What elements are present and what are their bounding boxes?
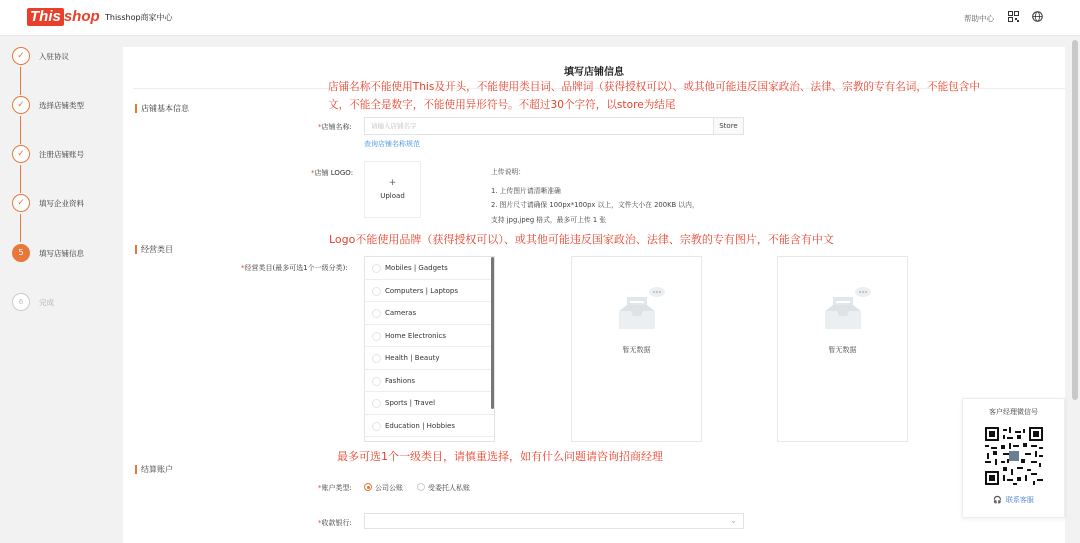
upload-note: 支持 jpg,jpeg 格式，最多可上传 1 张 bbox=[491, 215, 607, 224]
category-scrollbar[interactable] bbox=[491, 257, 494, 409]
list-item[interactable]: Health | Beauty bbox=[365, 347, 494, 370]
bank-select[interactable] bbox=[364, 513, 744, 529]
shop-name-suffix: Store bbox=[714, 117, 744, 135]
qr-code-icon[interactable] bbox=[1008, 11, 1019, 22]
shop-name-rule-link[interactable]: 查询店铺名称规范 bbox=[364, 140, 420, 148]
logo-label: *店铺 LOGO: bbox=[311, 169, 354, 177]
shop-name-input[interactable]: 请输入店铺名字 bbox=[364, 117, 714, 135]
check-icon: ✓ bbox=[12, 145, 30, 163]
step-connector bbox=[20, 165, 21, 193]
chevron-down-icon: ⌄ bbox=[730, 516, 737, 525]
annotation-logo-rules: Logo不能使用品牌（获得授权可以）、或其他可能违反国家政治、法律、宗教的专有图片，不能含有中文 bbox=[329, 233, 834, 246]
empty-text: 暂无数据 bbox=[622, 346, 651, 354]
step-label: 注册店铺账号 bbox=[39, 150, 84, 159]
list-item[interactable]: Home Electronics bbox=[365, 325, 494, 348]
list-item[interactable]: Fashions bbox=[365, 370, 494, 393]
radio-label: 公司公账 bbox=[375, 484, 403, 492]
plus-icon: + bbox=[388, 178, 397, 188]
check-icon: ✓ bbox=[12, 194, 30, 212]
step-4 bbox=[12, 194, 120, 214]
logo-upload-button[interactable] bbox=[364, 161, 421, 218]
annotation-line: 文，不能全是数字，不能使用异形符号。不超过30个字符，以store为结尾 bbox=[328, 98, 676, 111]
step-connector bbox=[20, 214, 21, 242]
step-1 bbox=[12, 47, 120, 67]
upload-note: 2. 图片尺寸请确保 100px*100px 以上，文件大小在 200KB 以内， bbox=[491, 201, 699, 209]
step-label: 填写店铺信息 bbox=[39, 249, 84, 258]
third-level-panel bbox=[777, 256, 908, 442]
step-label: 完成 bbox=[39, 298, 54, 307]
bank-label: *收款银行: bbox=[318, 519, 352, 527]
logo-shop: shop bbox=[63, 8, 100, 25]
list-item[interactable]: Sports | Travel bbox=[365, 392, 494, 415]
list-item[interactable]: Computers | Laptops bbox=[365, 280, 494, 303]
headset-icon: 🎧 bbox=[993, 496, 1002, 504]
upload-notes bbox=[491, 165, 699, 227]
help-center-link[interactable]: 帮助中心 bbox=[964, 14, 994, 23]
annotation-line: 店铺名称不能使用This及开头，不能使用类目词、品牌词（获得授权可以）、或其他可能违反国家政治、法律、宗教的专有名词，不能包含中 bbox=[328, 81, 980, 93]
step-label: 选择店铺类型 bbox=[39, 101, 84, 110]
main-form-card bbox=[123, 47, 1065, 543]
page-title: 填写店铺信息 bbox=[564, 67, 624, 78]
top-bar bbox=[0, 0, 1080, 36]
radio-company-account[interactable] bbox=[364, 483, 403, 493]
list-item[interactable]: Mobiles | Gadgets bbox=[365, 257, 494, 280]
section-settlement: 结算账户 bbox=[135, 465, 173, 474]
annotation-shop-name-rules bbox=[328, 79, 1080, 114]
globe-icon[interactable] bbox=[1032, 11, 1043, 22]
section-basic-info: 店铺基本信息 bbox=[135, 104, 189, 113]
page-scrollbar[interactable] bbox=[1072, 40, 1078, 400]
check-icon: ✓ bbox=[12, 96, 30, 114]
annotation-category-rules: 最多可选1个一级类目，请慎重选择，如有什么问题请咨询招商经理 bbox=[337, 450, 663, 463]
upload-label: Upload bbox=[380, 192, 405, 200]
step-number: 6 bbox=[12, 293, 30, 311]
upload-note-title: 上传说明： bbox=[491, 168, 525, 176]
wechat-qr-code bbox=[985, 427, 1043, 485]
merchant-center-title: Thisshop商家中心 bbox=[105, 13, 173, 22]
empty-inbox-icon bbox=[821, 285, 871, 335]
section-category: 经营类目 bbox=[135, 245, 173, 254]
logo[interactable] bbox=[27, 8, 100, 28]
radio-private-account[interactable] bbox=[417, 483, 470, 493]
empty-text: 暂无数据 bbox=[828, 346, 857, 354]
upload-note: 1. 上传图片请清晰准确 bbox=[491, 186, 561, 195]
empty-inbox-icon bbox=[615, 285, 665, 335]
step-connector bbox=[20, 116, 21, 144]
step-number: 5 bbox=[12, 244, 30, 262]
logo-this: This bbox=[27, 8, 64, 26]
step-sidebar bbox=[0, 36, 120, 543]
account-type-label: *账户类型: bbox=[318, 484, 352, 492]
list-item[interactable]: Education | Hobbies bbox=[365, 415, 494, 438]
step-connector bbox=[20, 67, 21, 95]
qr-card-title: 客户经理微信号 bbox=[989, 408, 1038, 416]
subcategory-panel bbox=[571, 256, 702, 442]
radio-label: 受委托人私账 bbox=[428, 484, 470, 492]
contact-service-label: 联系客服 bbox=[1005, 496, 1034, 504]
category-label: *经营类目(最多可选1个一级分类): bbox=[241, 264, 348, 272]
account-manager-qr-card bbox=[962, 398, 1065, 518]
list-item[interactable]: Cameras bbox=[365, 302, 494, 325]
step-5 bbox=[12, 244, 120, 264]
step-6 bbox=[12, 293, 120, 313]
radio-selected-icon bbox=[364, 483, 372, 491]
step-2 bbox=[12, 96, 120, 116]
step-label: 入驻协议 bbox=[39, 52, 69, 61]
shop-name-label: *店铺名称: bbox=[318, 123, 352, 131]
category-list[interactable] bbox=[364, 256, 495, 442]
check-icon: ✓ bbox=[12, 47, 30, 65]
step-label: 填写企业资料 bbox=[39, 199, 84, 208]
contact-service-button[interactable] bbox=[963, 495, 1064, 505]
step-3 bbox=[12, 145, 120, 165]
radio-icon bbox=[417, 483, 425, 491]
